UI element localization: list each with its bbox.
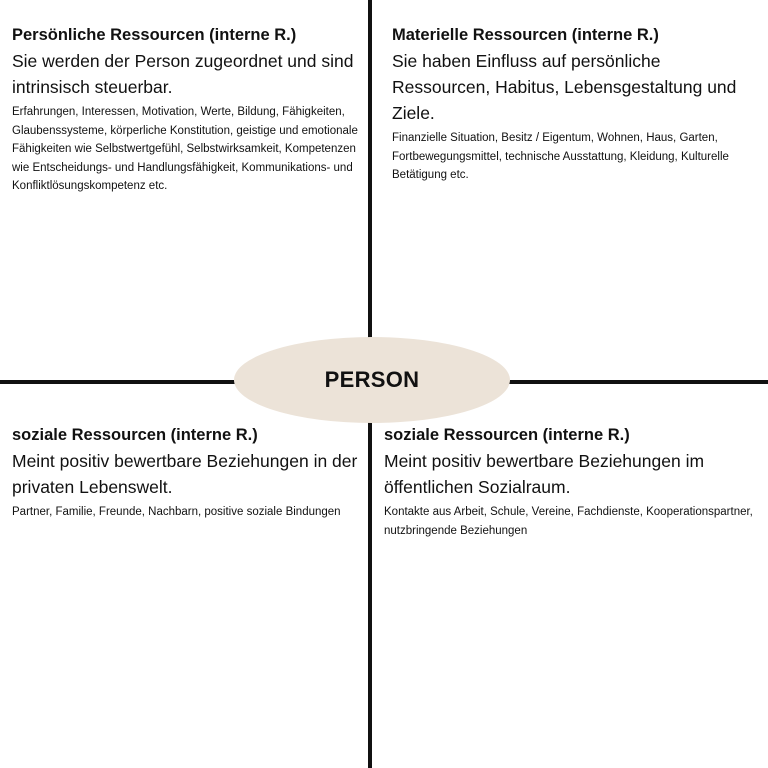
quadrant-title: soziale Ressourcen (interne R.): [384, 426, 630, 444]
quadrant-title: soziale Ressourcen (interne R.): [12, 426, 258, 444]
quadrant-subtitle: Sie haben Einfluss auf persönliche Ressourcen, Habitus, Lebensgestaltung und Ziele.: [392, 51, 737, 123]
quadrant-description: Erfahrungen, Interessen, Motivation, Werte, Bildung, Fähigkeiten, Glaubenssysteme, körperliche Konstitution, geistige und emotionale Fähigkeiten wie Selbstwertgefühl, Selbstwirksamkeit, Kompetenzen wie Entscheidungs- und Handlungsfähigkeit, Kommunikations- und Konfliktlösungskompetenz etc.: [12, 106, 358, 192]
quadrant-social-private: [12, 424, 364, 522]
horizontal-axis-line-right: [500, 380, 768, 384]
quadrant-subtitle: Meint positiv bewertbare Beziehungen in der privaten Lebenswelt.: [12, 451, 358, 497]
quadrant-material-resources: [392, 24, 742, 185]
horizontal-axis-line-left: [0, 380, 246, 384]
quadrant-description: Kontakte aus Arbeit, Schule, Vereine, Fachdienste, Kooperationspartner, nutzbringende Beziehungen: [384, 506, 753, 537]
quadrant-description: Partner, Familie, Freunde, Nachbarn, positive soziale Bindungen: [12, 506, 341, 518]
person-ellipse: [234, 337, 510, 423]
quadrant-title: Persönliche Ressourcen (interne R.): [12, 26, 297, 44]
quadrant-title: Materielle Ressourcen (interne R.): [392, 26, 659, 44]
quadrant-subtitle: Sie werden der Person zugeordnet und sind intrinsisch steuerbar.: [12, 51, 354, 97]
person-label: PERSON: [324, 367, 420, 392]
quadrant-personal-resources: [12, 24, 364, 196]
quadrant-subtitle: Meint positiv bewertbare Beziehungen im öffentlichen Sozialraum.: [384, 451, 705, 497]
quadrant-description: Finanzielle Situation, Besitz / Eigentum, Wohnen, Haus, Garten, Fortbewegungsmittel, technische Ausstattung, Kleidung, Kulturelle Betätigung etc.: [392, 132, 729, 181]
quadrant-social-public: [384, 424, 754, 540]
